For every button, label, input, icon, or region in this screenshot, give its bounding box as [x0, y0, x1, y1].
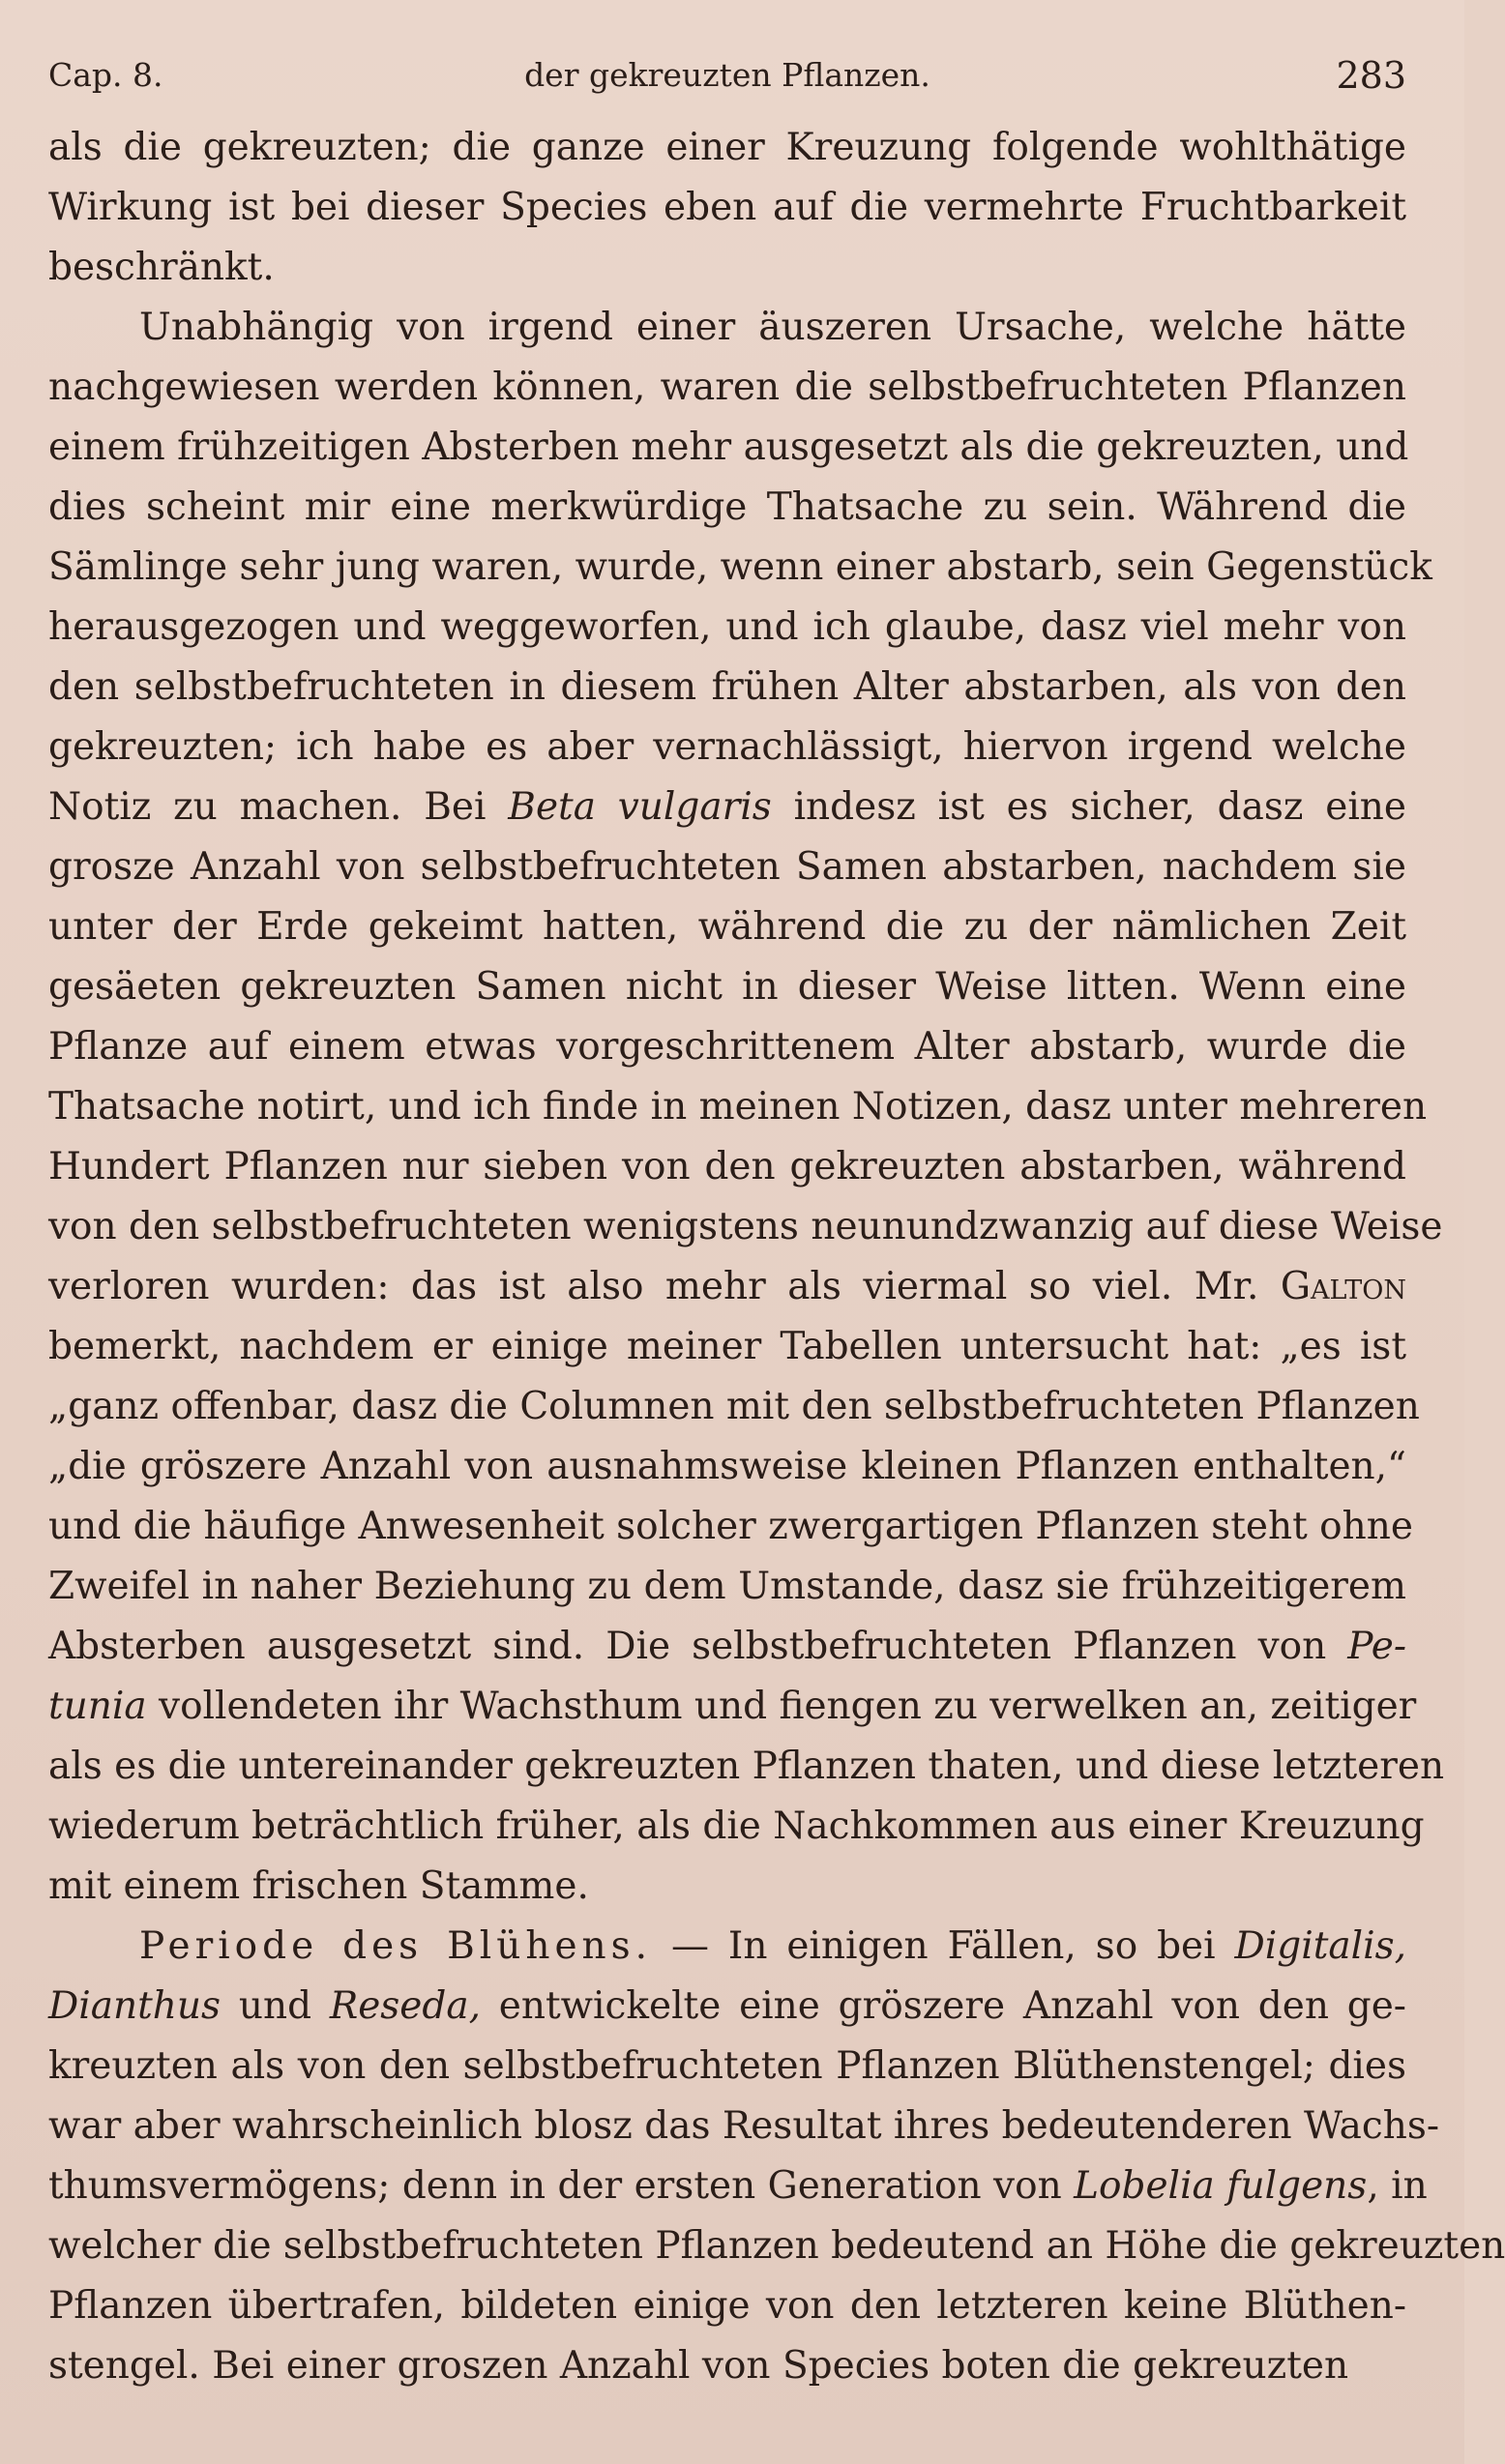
text-line	[48, 1737, 1445, 1797]
text-run: beschränkt.	[48, 246, 275, 289]
text-line	[48, 2216, 1505, 2276]
text-line	[48, 418, 1409, 478]
text-line	[48, 1617, 1406, 1677]
text-run: welcher die selbstbefruchteten Pflanzen bedeutend an Höhe die gekreuzten	[48, 2224, 1505, 2268]
text-line	[48, 2336, 1406, 2396]
text-run: verloren wurden: das ist also mehr als viermal so viel. Mr.	[48, 1265, 1281, 1308]
text-line	[48, 1677, 1417, 1737]
text-line	[48, 1077, 1428, 1137]
italic-text: Lobelia fulgens	[1074, 2164, 1368, 2208]
text-line	[48, 957, 1406, 1017]
text-line	[48, 478, 1406, 538]
text-run: dies scheint mir eine merkwürdige Thatsache zu sein. Während die	[48, 485, 1406, 529]
text-run: entwickelte eine gröszere Anzahl von den ge-	[481, 1984, 1406, 2028]
text-run: bemerkt, nachdem er einige meiner Tabellen untersucht hat: „es ist	[48, 1325, 1406, 1368]
text-line	[48, 178, 1406, 238]
text-run: Thatsache notirt, und ich finde in meinen Notizen, dasz unter mehreren	[48, 1085, 1428, 1129]
text-line	[48, 1257, 1406, 1317]
text-run: Absterben ausgesetzt sind. Die selbstbefruchteten Pflanzen von	[48, 1625, 1348, 1668]
text-run: war aber wahrscheinlich blosz das Resultat ihres bedeutenderen Wachs-	[48, 2104, 1440, 2148]
text-run: , in	[1367, 2164, 1428, 2208]
text-line	[48, 1977, 1406, 2037]
text-run: nachgewiesen werden können, waren die selbstbefruchteten Pflanzen	[48, 366, 1406, 409]
text-line	[48, 1857, 1406, 1917]
text-run: wiederum beträchtlich früher, als die Nachkommen aus einer Kreuzung	[48, 1804, 1425, 1848]
text-line	[48, 1497, 1413, 1557]
text-run: Hundert Pflanzen nur sieben von den gekreuzten abstarben, während	[48, 1145, 1406, 1188]
text-run: unter der Erde gekeimt hatten, während die zu der nämlichen Zeit	[48, 905, 1406, 949]
italic-text: tunia	[48, 1685, 147, 1728]
chapter-label: Cap. 8.	[48, 56, 163, 94]
text-line	[48, 2156, 1428, 2216]
paragraph	[48, 1917, 1505, 2396]
text-line	[48, 1317, 1406, 1377]
text-line	[48, 2097, 1440, 2156]
text-run: „die gröszere Anzahl von ausnahmsweise kleinen Pflanzen enthalten,“	[48, 1445, 1406, 1488]
italic-text: Beta vulgaris	[508, 785, 772, 829]
text-line	[48, 2276, 1406, 2336]
text-run: und die häufige Anwesenheit solcher zwergartigen Pflanzen steht ohne	[48, 1505, 1413, 1548]
italic-text: Pe-	[1347, 1625, 1406, 1668]
text-line	[48, 1017, 1406, 1077]
text-line	[48, 1557, 1406, 1617]
text-line	[48, 1197, 1443, 1257]
text-run: mit einem frischen Stamme.	[48, 1864, 589, 1908]
text-line	[48, 718, 1406, 777]
paragraph	[48, 118, 1406, 298]
text-run: Unabhängig von irgend einer äuszeren Ursache, welche hätte	[139, 306, 1406, 349]
text-run: stengel. Bei einer groszen Anzahl von Species boten die gekreuzten	[48, 2344, 1349, 2388]
text-line	[48, 2037, 1406, 2097]
text-run: als es die untereinander gekreuzten Pflanzen thaten, und diese letzteren	[48, 1745, 1445, 1788]
page-number: 283	[1336, 54, 1406, 97]
text-line	[48, 1377, 1420, 1437]
text-run: als die gekreuzten; die ganze einer Kreuzung folgende wohlthätige	[48, 126, 1406, 169]
text-line	[48, 1917, 1406, 1977]
body-text	[48, 118, 1505, 2396]
text-line	[48, 358, 1406, 418]
text-run: grosze Anzahl von selbstbefruchteten Samen abstarben, nachdem sie	[48, 845, 1406, 889]
text-line	[48, 1437, 1406, 1497]
text-line	[48, 1137, 1406, 1197]
text-line	[48, 897, 1406, 957]
spaced-heading: Periode des Blühens.	[139, 1924, 653, 1968]
text-run: vollendeten ihr Wachsthum und fiengen zu verwelken an, zeitiger	[146, 1685, 1417, 1728]
text-line	[48, 238, 1406, 298]
text-run: kreuzten als von den selbstbefruchteten Pflanzen Blüthenstengel; dies	[48, 2044, 1406, 2088]
text-line	[48, 837, 1406, 897]
text-run: und	[221, 1984, 330, 2028]
text-run: gekreuzten; ich habe es aber vernachlässigt, hiervon irgend welche	[48, 725, 1406, 769]
text-run: thumsvermögens; denn in der ersten Generation von	[48, 2164, 1075, 2208]
italic-text: Reseda,	[329, 1984, 481, 2028]
text-run: Wirkung ist bei dieser Species eben auf die vermehrte Fruchtbarkeit	[48, 186, 1406, 229]
text-run: Pflanze auf einem etwas vorgeschrittenem Alter abstarb, wurde die	[48, 1025, 1406, 1069]
text-run: — In einigen Fällen, so bei	[652, 1924, 1235, 1968]
text-run: einem frühzeitigen Absterben mehr ausgesetzt als die gekreuzten, und	[48, 425, 1409, 469]
text-line	[48, 598, 1406, 658]
text-run: „ganz offenbar, dasz die Columnen mit den selbstbefruchteten Pflanzen	[48, 1385, 1420, 1428]
text-line	[48, 658, 1406, 718]
text-run: Zweifel in naher Beziehung zu dem Umstande, dasz sie frühzeitigerem	[48, 1565, 1406, 1608]
text-line	[48, 777, 1406, 837]
text-run: herausgezogen und weggeworfen, und ich glaube, dasz viel mehr von	[48, 605, 1406, 649]
text-line	[48, 118, 1406, 178]
italic-text: Digitalis,	[1234, 1924, 1406, 1968]
text-run: Notiz zu machen. Bei	[48, 785, 509, 829]
text-run: den selbstbefruchteten in diesem frühen Alter abstarben, als von den	[48, 665, 1406, 709]
text-run: gesäeten gekreuzten Samen nicht in dieser Weise litten. Wenn eine	[48, 965, 1406, 1009]
text-line	[48, 298, 1406, 358]
running-title: der gekreuzten Pflanzen.	[524, 56, 930, 94]
italic-text: Dianthus	[48, 1984, 221, 2028]
text-line	[48, 1797, 1425, 1857]
text-run: Sämlinge sehr jung waren, wurde, wenn einer abstarb, sein Gegenstück	[48, 545, 1432, 589]
text-line	[48, 538, 1432, 598]
text-run: Pflanzen übertrafen, bildeten einige von den letzteren keine Blüthen-	[48, 2284, 1406, 2328]
text-run: von den selbstbefruchteten wenigstens neunundzwanzig auf diese Weise	[48, 1205, 1443, 1248]
running-header	[48, 46, 1406, 104]
text-run: indesz ist es sicher, dasz eine	[771, 785, 1406, 829]
small-caps-name: Galton	[1280, 1265, 1406, 1308]
paragraph	[48, 298, 1445, 1917]
